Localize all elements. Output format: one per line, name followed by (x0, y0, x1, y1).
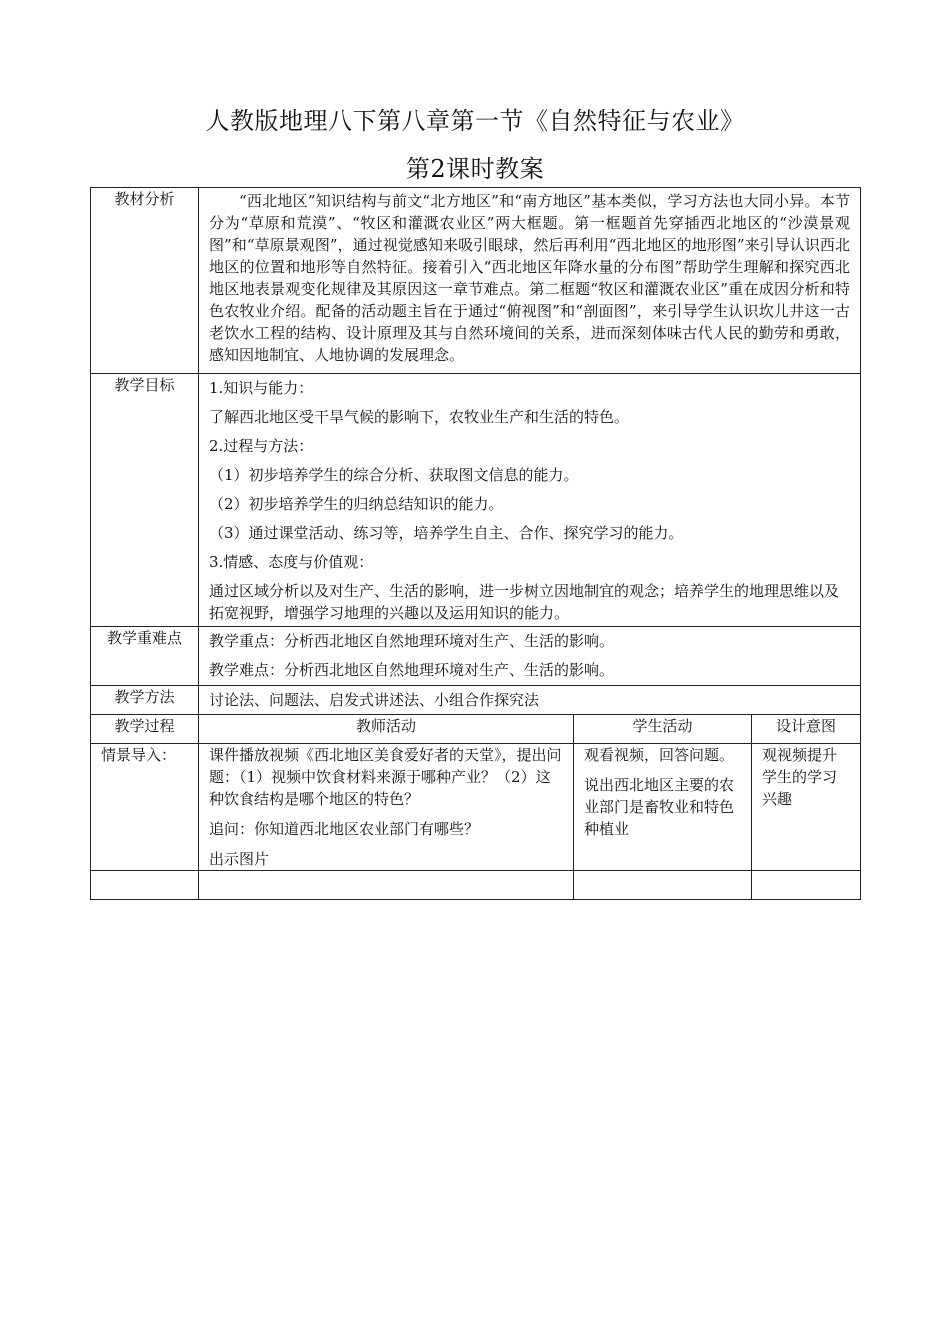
teacher-activity-paragraph: 课件播放视频《西北地区美食爱好者的天堂》，提出问题：（1）视频中饮食材料来源于哪种产业？（2）这种饮食结构是哪个地区的特色？ (209, 746, 562, 808)
student-activity-cell (574, 744, 752, 871)
label-material-analysis: 教材分析 (91, 188, 199, 374)
teacher-activity-cell (199, 744, 574, 871)
material-analysis-text (199, 188, 861, 374)
teaching-methods-text: 讨论法、问题法、启发式讲述法、小组合作探究法 (199, 686, 861, 715)
row-empty (91, 871, 861, 900)
teaching-goals-content (199, 374, 861, 627)
goal-line: 3.情感、态度与价值观： (209, 553, 374, 571)
row-process-header (91, 715, 861, 744)
header-teacher-activity: 教师活动 (199, 715, 574, 744)
document-subtitle: 第2课时教案 (405, 155, 545, 183)
design-intent-cell: 观视频提升学生的学习兴趣 (752, 744, 861, 871)
empty-cell (199, 871, 574, 900)
goal-line: 了解西北地区受干旱气候的影响下，农牧业生产和生活的特色。 (209, 408, 630, 426)
document-title: 人教版地理八下第八章第一节《自然特征与农业》 (205, 107, 745, 135)
row-key-points (91, 627, 861, 686)
lesson-plan-table (90, 187, 861, 900)
header-teaching-process: 教学过程 (91, 715, 199, 744)
goal-line: （3）通过课堂活动、练习等，培养学生自主、合作、探究学习的能力。 (209, 524, 684, 542)
teacher-activity-paragraph: 出示图片 (209, 850, 270, 868)
label-teaching-methods: 教学方法 (91, 686, 199, 715)
empty-cell (574, 871, 752, 900)
goal-line: 2.过程与方法： (209, 437, 314, 455)
teaching-difficulty: 教学难点：分析西北地区自然地理环境对生产、生活的影响。 (209, 661, 615, 679)
label-teaching-goals: 教学目标 (91, 374, 199, 627)
goal-line: 通过区域分析以及对生产、生活的影响，进一步树立因地制宜的观念；培养学生的地理思维以及拓宽视野，增强学习地理的兴趣以及运用知识的能力。 (209, 582, 840, 622)
goal-line: 1.知识与能力： (209, 379, 314, 397)
row-teaching-methods (91, 686, 861, 715)
goal-line: （2）初步培养学生的归纳总结知识的能力。 (209, 495, 504, 513)
analysis-paragraph: “西北地区”知识结构与前文“北方地区”和“南方地区”基本类似，学习方法也大同小异。本节分为“草原和荒漠”、“牧区和灌溉农业区”两大框题。第一框题首先穿插西北地区的“沙漠景观图”和“草原景观图”，通过视觉感知来吸引眼球，然后再利用“西北地区的地形图”来引导认识西北地区的位置和地形等自然特征。接着引入“西北地区年降水量的分布图”帮助学生理解和探究西北地区地表景观变化规律及其原因这一章节难点。第二框题“牧区和灌溉农业区”重在成因分析和特色农牧业介绍。配备的活动题主旨在于通过“俯视图”和“剖面图”，来引导学生认识坎儿井这一古老饮水工程的结构、设计原理及其与自然环境间的关系，进而深刻体味古代人民的勤劳和勇敢，感知因地制宜、人地协调的发展理念。 (209, 192, 850, 364)
header-design-intent: 设计意图 (752, 715, 861, 744)
teaching-focus: 教学重点：分析西北地区自然地理环境对生产、生活的影响。 (209, 632, 615, 650)
key-points-content (199, 627, 861, 686)
teacher-activity-paragraph: 追问：你知道西北地区农业部门有哪些？ (209, 820, 480, 838)
label-key-points: 教学重难点 (91, 627, 199, 686)
empty-cell (91, 871, 199, 900)
row-teaching-goals (91, 374, 861, 627)
empty-cell (752, 871, 861, 900)
student-activity-paragraph: 观看视频，回答问题。 (584, 746, 735, 764)
student-activity-paragraph: 说出西北地区主要的农业部门是畜牧业和特色种植业 (584, 776, 735, 838)
header-student-activity: 学生活动 (574, 715, 752, 744)
goal-line: （1）初步培养学生的综合分析、获取图文信息的能力。 (209, 466, 579, 484)
row-material-analysis (91, 188, 861, 374)
row-process-intro (91, 744, 861, 871)
stage-label: 情景导入： (91, 744, 199, 871)
